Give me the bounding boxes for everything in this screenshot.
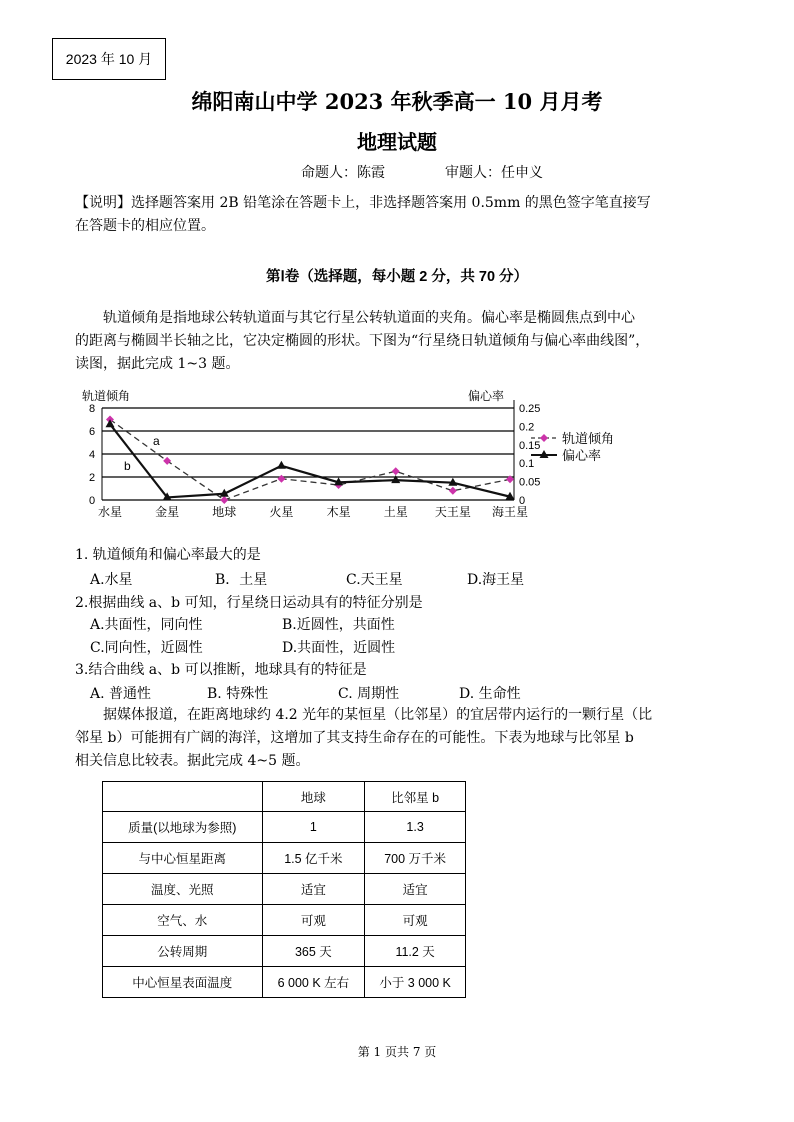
right-tick-label: 0.15 <box>519 439 541 452</box>
table-cell: 6 000 K 左右 <box>262 967 365 998</box>
x-tick-label: 土星 <box>383 505 408 519</box>
x-tick-label: 火星 <box>269 505 294 519</box>
table-row <box>103 967 466 998</box>
question-2-option-c: C.同向性，近圆性 <box>90 640 203 656</box>
x-tick-label: 地球 <box>212 505 237 519</box>
table-header-cell: 地球 <box>262 782 365 812</box>
question-3-option-a: A. 普通性 <box>90 686 152 702</box>
x-tick-label: 金星 <box>155 505 180 519</box>
table-cell: 中心恒星表面温度 <box>103 967 263 998</box>
x-tick-label: 木星 <box>326 505 351 519</box>
legend-label: 偏心率 <box>562 448 602 463</box>
intro-line: 读图，据此完成 1~3 题。 <box>75 356 240 372</box>
curve-label-b: b <box>124 459 131 473</box>
table-cell: 空气、水 <box>103 905 263 936</box>
table-cell: 温度、光照 <box>103 874 263 905</box>
table-cell: 质量(以地球为参照) <box>103 812 263 843</box>
left-tick-label: 0 <box>88 495 96 507</box>
table-header-row <box>103 782 466 812</box>
data-point <box>220 496 228 504</box>
table-cell: 1 <box>262 812 365 843</box>
right-tick-label: 0.2 <box>519 421 535 434</box>
table-row <box>103 812 466 843</box>
table-row <box>103 905 466 936</box>
table-cell: 小于 3 000 K <box>365 967 466 998</box>
question-3-option-c: C. 周期性 <box>338 686 400 702</box>
table-row <box>103 874 466 905</box>
instructions <box>75 192 725 238</box>
data-point <box>277 461 286 469</box>
table-cell: 1.5 亿千米 <box>262 843 365 874</box>
question-2-option-b: B.近圆性，共面性 <box>282 617 395 633</box>
page-footer: 第 1 页共 7 页 <box>357 1045 437 1059</box>
right-tick-label: 0 <box>519 495 526 507</box>
question-1-option-a: A.水星 <box>90 572 133 588</box>
data-point <box>277 475 285 483</box>
curve-label-a: a <box>153 434 160 448</box>
table-cell: 可观 <box>262 905 365 936</box>
right-tick-label: 0.1 <box>519 458 535 471</box>
date-box: 2023 年 10 月 <box>52 38 166 80</box>
legend-marker <box>540 434 548 442</box>
comparison-table <box>102 781 466 998</box>
data-point <box>106 419 115 427</box>
table-cell: 可观 <box>365 905 466 936</box>
data-point <box>392 467 400 475</box>
table-cell: 11.2 天 <box>365 936 466 967</box>
question-2-option-a: A.共面性，同向性 <box>90 617 203 633</box>
table-cell: 700 万千米 <box>365 843 466 874</box>
intro-line: 邻星 b）可能拥有广阔的海洋，这增加了其支持生命存在的可能性。下表为地球与比邻星 b <box>75 730 634 746</box>
table-cell: 与中心恒星距离 <box>103 843 263 874</box>
exam-subtitle: 地理试题 <box>357 130 437 154</box>
question-3-option-b: B. 特殊性 <box>207 686 269 702</box>
intro-line: 轨道倾角是指地球公转轨道面与其它行星公转轨道面的夹角。偏心率是椭圆焦点到中心 <box>103 310 635 326</box>
intro-paragraph-2 <box>75 704 725 773</box>
table-row <box>103 843 466 874</box>
left-tick-label: 8 <box>88 403 96 415</box>
question-1-option-c: C.天王星 <box>346 572 403 588</box>
right-axis-label: 偏心率 <box>468 389 505 403</box>
x-tick-label: 水星 <box>97 505 123 519</box>
table-header-cell <box>103 782 263 812</box>
instructions-line: 【说明】选择题答案用 2B 铅笔涂在答题卡上，非选择题答案用 0.5mm 的黑色签字笔直接写 <box>75 195 651 211</box>
question-1-option-b: B．土星 <box>215 572 268 588</box>
table-cell: 适宜 <box>365 874 466 905</box>
left-axis-label: 轨道倾角 <box>82 389 131 403</box>
question-3-option-d: D. 生命性 <box>459 686 521 702</box>
right-tick-label: 0.05 <box>519 476 541 489</box>
table-cell: 适宜 <box>262 874 365 905</box>
data-point <box>449 487 457 495</box>
table-header-cell: 比邻星 b <box>365 782 466 812</box>
question-1-stem: 1. 轨道倾角和偏心率最大的是 <box>75 547 261 563</box>
right-tick-label: 0.25 <box>519 403 541 415</box>
intro-paragraph-1 <box>75 307 725 376</box>
section-title: 第Ⅰ卷（选择题，每小题 2 分，共 70 分） <box>265 269 529 285</box>
exam-title: 绵阳南山中学 2023 年秋季高一 10 月月考 <box>191 89 603 114</box>
intro-line: 据媒体报道，在距离地球约 4.2 光年的某恒星（比邻星）的宜居带内运行的一颗行星（比 <box>103 707 653 723</box>
setter-label: 命题人：陈霞 <box>301 164 385 180</box>
table-cell: 365 天 <box>262 936 365 967</box>
left-tick-label: 4 <box>88 449 96 461</box>
x-tick-label: 天王星 <box>434 505 471 519</box>
table-cell: 1.3 <box>365 812 466 843</box>
intro-line: 的距离与椭圆半长轴之比，它决定椭圆的形状。下图为“行星绕日轨道倾角与偏心率曲线图”， <box>75 333 650 349</box>
question-2-option-d: D.共面性，近圆性 <box>282 640 396 656</box>
question-2-stem: 2.根据曲线 a、b 可知，行星绕日运动具有的特征分别是 <box>75 595 423 611</box>
question-1-option-d: D.海王星 <box>467 572 525 588</box>
question-3-stem: 3.结合曲线 a、b 可以推断，地球具有的特征是 <box>75 662 367 678</box>
x-tick-label: 海王星 <box>491 505 529 519</box>
table-row <box>103 936 466 967</box>
left-tick-label: 2 <box>88 472 96 484</box>
reviewer-label: 审题人：任申义 <box>445 164 543 180</box>
left-tick-label: 6 <box>88 426 96 438</box>
intro-line: 相关信息比较表。据此完成 4~5 题。 <box>75 753 310 769</box>
data-point <box>391 475 400 483</box>
data-point <box>163 457 171 465</box>
table-cell: 公转周期 <box>103 936 263 967</box>
instructions-line: 在答题卡的相应位置。 <box>75 218 215 234</box>
orbit-chart <box>60 384 680 524</box>
legend-label: 轨道倾角 <box>562 431 615 446</box>
